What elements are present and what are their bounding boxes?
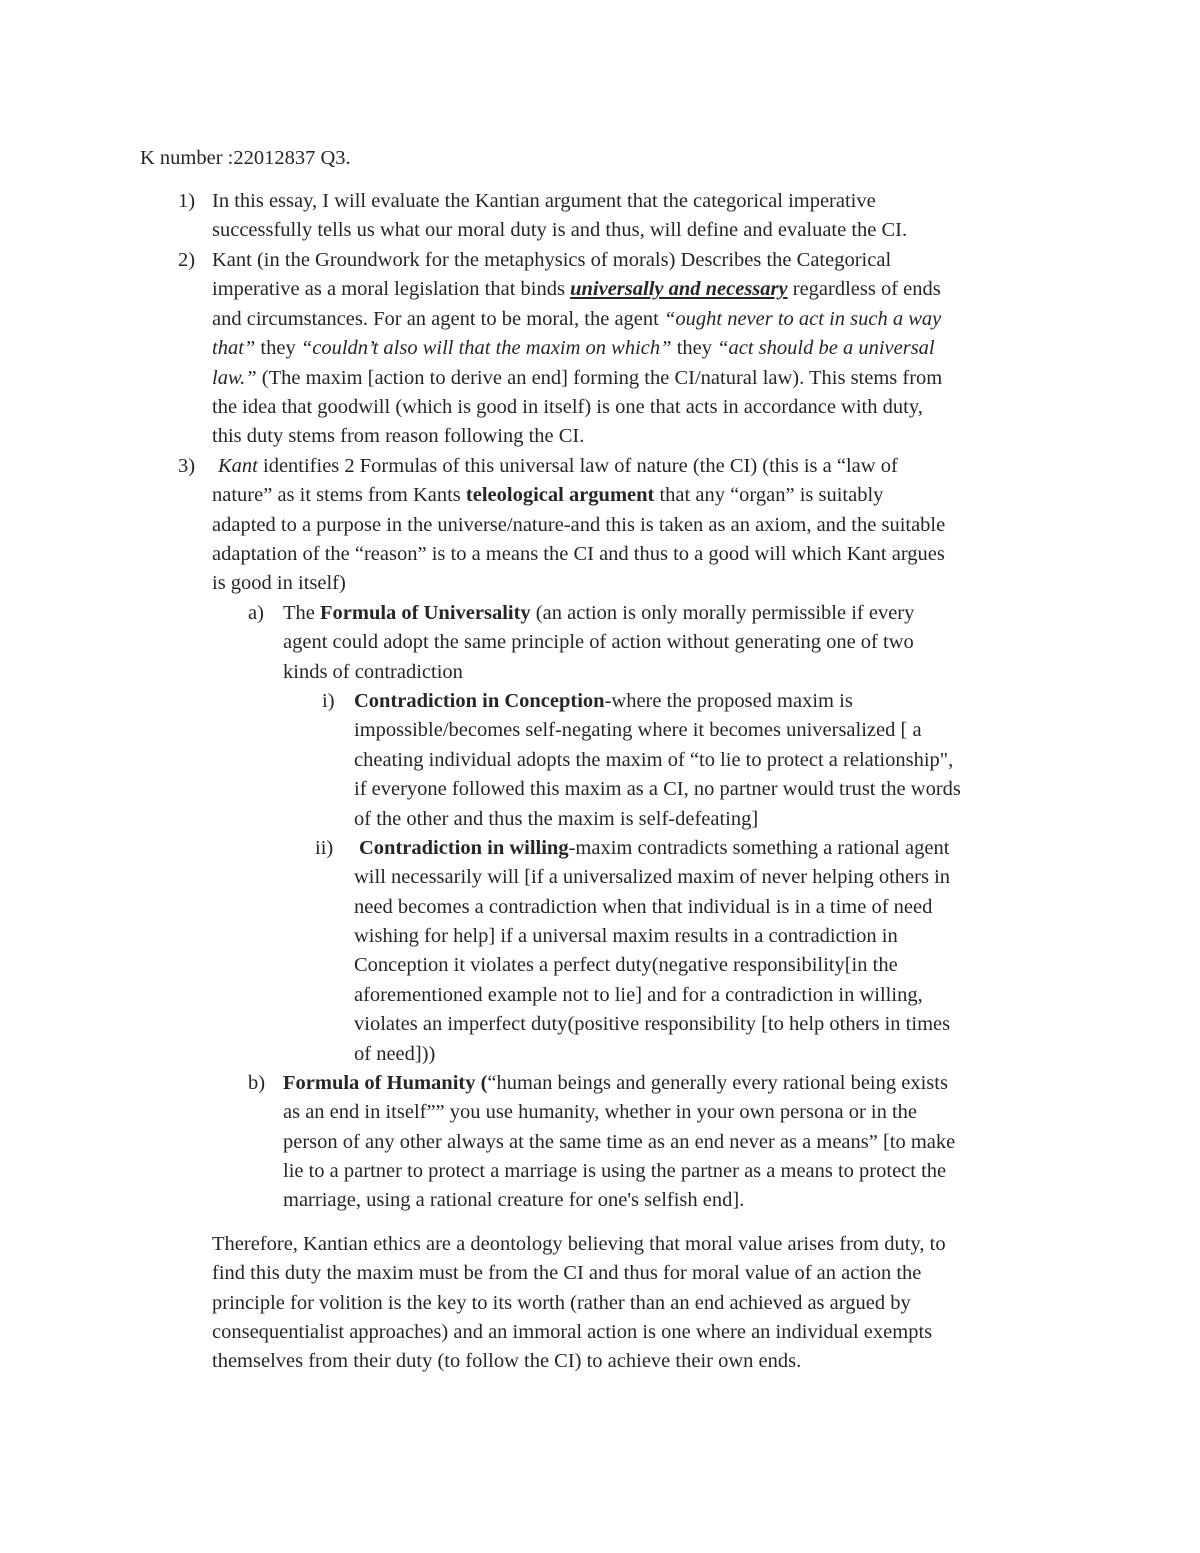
list-marker-a: a)	[248, 602, 264, 624]
list-marker-b: b)	[248, 1072, 266, 1094]
list-marker-2: 2)	[178, 249, 196, 271]
item2-line4: that” they “couldn’t also will that the maxim on which” they “act should be a universal	[212, 337, 935, 359]
item-ii-line2: will necessarily will [if a universalized maxim of never helping others in	[354, 866, 951, 888]
item2-line2: imperative as a moral legislation that binds universally and necessary regardless of ends	[212, 278, 941, 300]
list-marker-1: 1)	[178, 190, 196, 212]
conclusion-line1: Therefore, Kantian ethics are a deontology believing that moral value arises from duty, to	[212, 1233, 946, 1255]
conclusion-line4: consequentialist approaches) and an immoral action is one where an individual exempts	[212, 1321, 933, 1343]
item1-line2: successfully tells us what our moral duty is and thus, will define and evaluate the CI.	[212, 219, 908, 241]
item-ii-line1: Contradiction in willing-maxim contradicts something a rational agent	[359, 837, 950, 859]
list-marker-ii: ii)	[315, 837, 334, 859]
item-b-line1: Formula of Humanity (“human beings and generally every rational being exists	[283, 1072, 948, 1094]
item-ii-line5: Conception it violates a perfect duty(negative responsibility[in the	[354, 954, 898, 976]
item-ii-line6: aforementioned example not to lie] and for a contradiction in willing,	[354, 984, 923, 1006]
item-b-line3: person of any other always at the same time as an end never as a means” [to make	[283, 1131, 956, 1153]
item-i-line3: cheating individual adopts the maxim of “to lie to protect a relationship",	[354, 749, 954, 771]
item2-line6: the idea that goodwill (which is good in itself) is one that acts in accordance with duty,	[212, 396, 923, 418]
item-i-line2: impossible/becomes self-negating where it becomes universalized [ a	[354, 719, 922, 741]
item-i-line5: of the other and thus the maxim is self-defeating]	[354, 808, 759, 830]
conclusion-line2: find this duty the maxim must be from the CI and thus for moral value of an action the	[212, 1262, 922, 1284]
item-ii-line3: need becomes a contradiction when that individual is in a time of need	[354, 896, 933, 918]
item-b-line5: marriage, using a rational creature for one's selfish end].	[283, 1189, 745, 1211]
conclusion-line5: themselves from their duty (to follow the CI) to achieve their own ends.	[212, 1350, 802, 1372]
item3-line2: nature” as it stems from Kants teleological argument that any “organ” is suitably	[212, 484, 884, 506]
item3-line1: Kant identifies 2 Formulas of this universal law of nature (the CI) (this is a “law of	[218, 455, 898, 477]
item-a-line2: agent could adopt the same principle of action without generating one of two	[283, 631, 914, 653]
item1-line1: In this essay, I will evaluate the Kantian argument that the categorical imperative	[212, 190, 876, 212]
item3-line3: adapted to a purpose in the universe/nature-and this is taken as an axiom, and the suitable	[212, 514, 946, 536]
emphasis-universally: universally and necessary	[570, 278, 788, 300]
list-marker-i: i)	[322, 690, 335, 712]
list-marker-3: 3)	[178, 455, 196, 477]
item-b-line2: as an end in itself”” you use humanity, whether in your own persona or in the	[283, 1101, 918, 1123]
item-i-line4: if everyone followed this maxim as a CI, no partner would trust the words	[354, 778, 961, 800]
item-b-line4: lie to a partner to protect a marriage is using the partner as a means to protect the	[283, 1160, 947, 1182]
item2-line1: Kant (in the Groundwork for the metaphysics of morals) Describes the Categorical	[212, 249, 892, 271]
item-ii-line8: of need]))	[354, 1043, 436, 1065]
item-ii-line7: violates an imperfect duty(positive responsibility [to help others in times	[354, 1013, 951, 1035]
item-a-line1: The Formula of Universality (an action is only morally permissible if every	[283, 602, 915, 624]
conclusion-line3: principle for volition is the key to its worth (rather than an end achieved as argued by	[212, 1292, 911, 1314]
item2-line7: this duty stems from reason following the CI.	[212, 425, 585, 447]
item3-line4: adaptation of the “reason” is to a means the CI and thus to a good will which Kant argues	[212, 543, 945, 565]
item-a-line3: kinds of contradiction	[283, 661, 463, 683]
item3-line5: is good in itself)	[212, 572, 346, 594]
item-i-line1: Contradiction in Conception-where the proposed maxim is	[354, 690, 853, 712]
item2-line3: and circumstances. For an agent to be moral, the agent “ought never to act in such a way	[212, 308, 942, 330]
document-header: K number :22012837 Q3.	[140, 147, 351, 169]
item-ii-line4: wishing for help] if a universal maxim results in a contradiction in	[354, 925, 898, 947]
item2-line5: law.” (The maxim [action to derive an end] forming the CI/natural law). This stems from	[212, 367, 943, 389]
